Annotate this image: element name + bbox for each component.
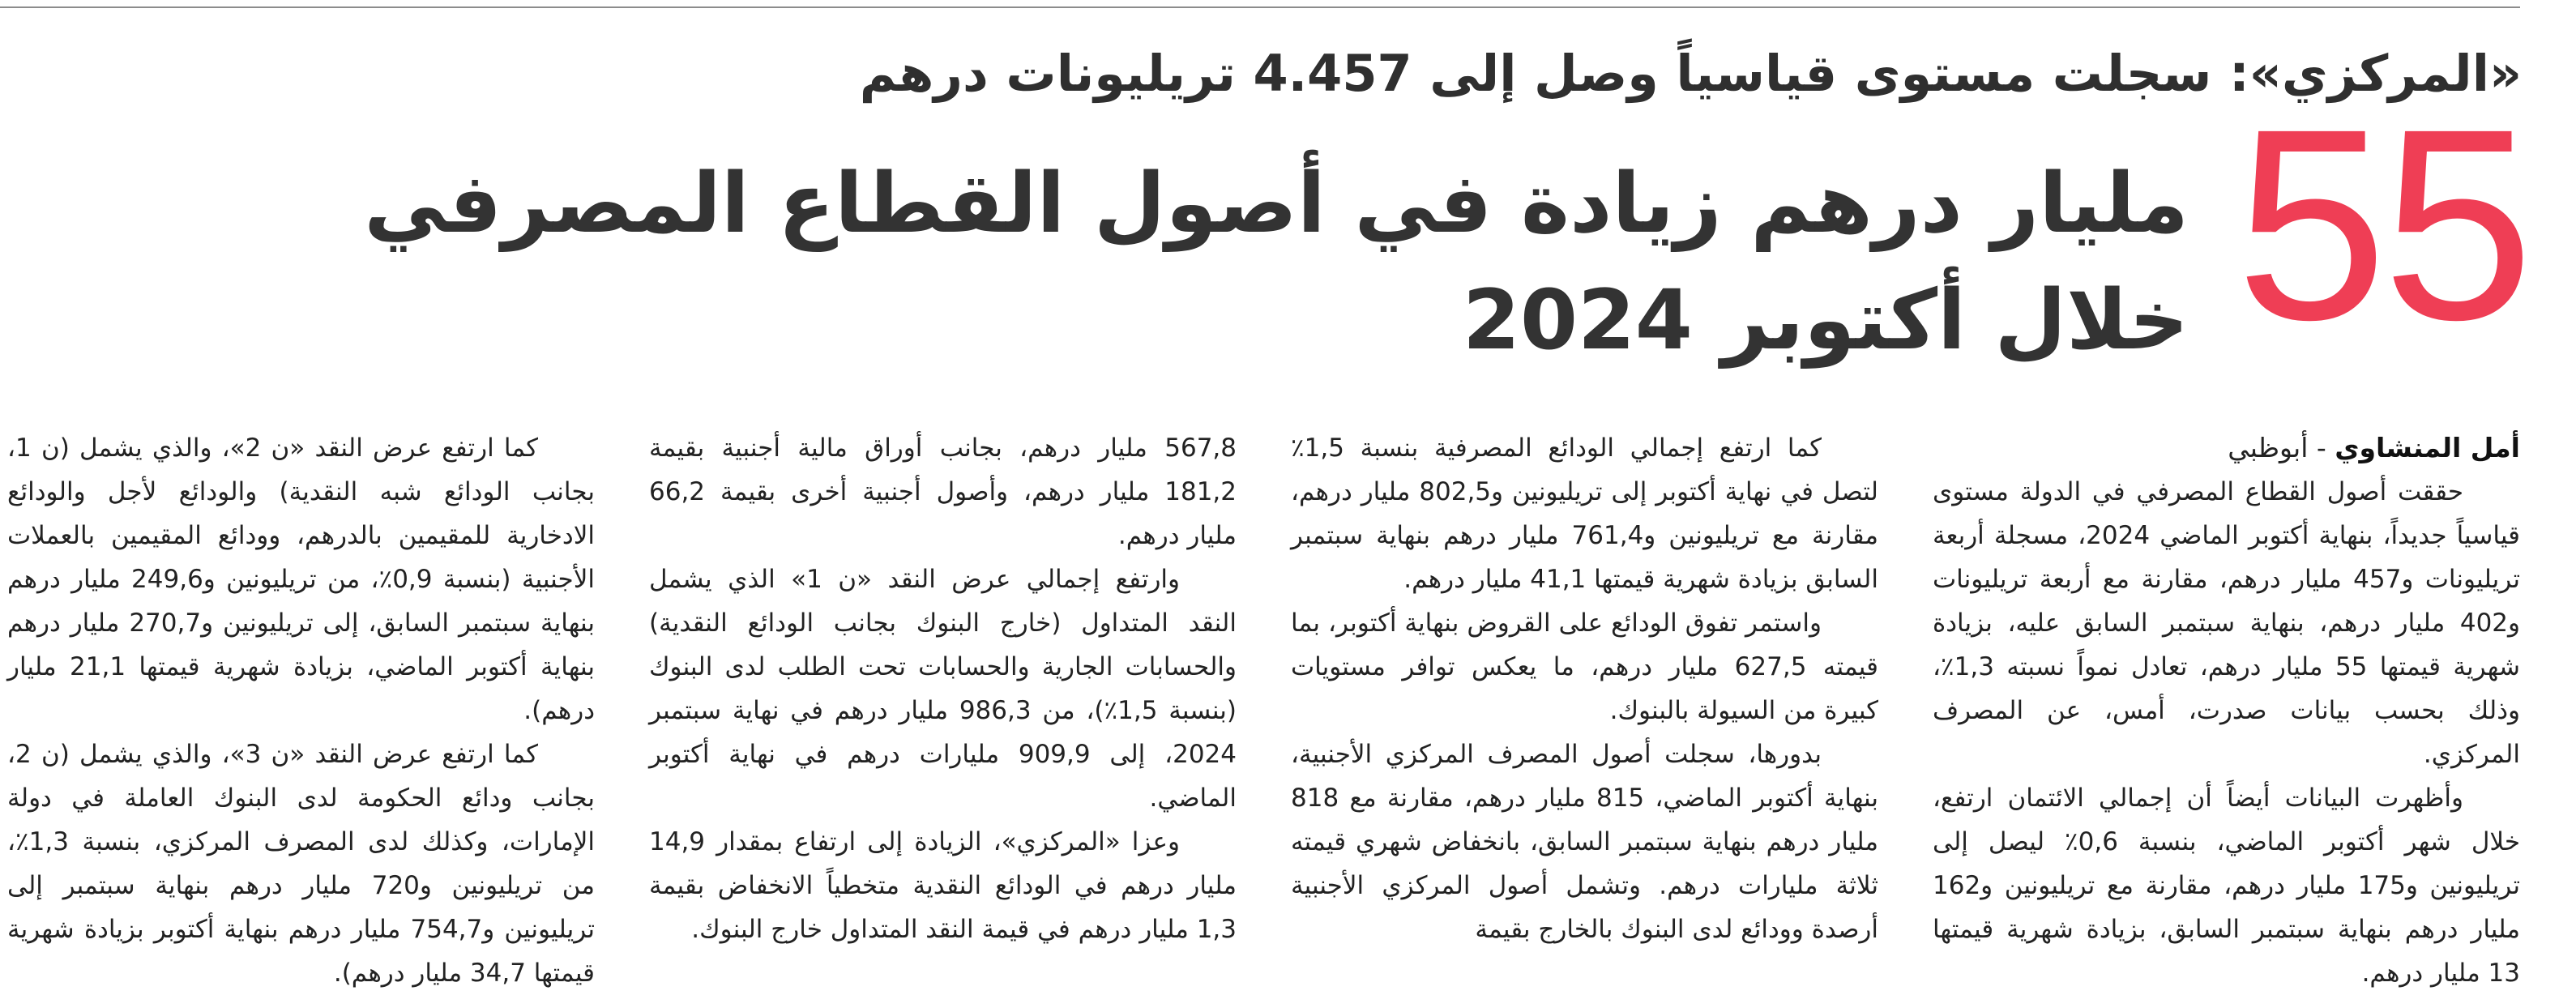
body-column-1 [1933, 426, 2520, 995]
headline-big-number: 55 [2236, 73, 2529, 377]
article-kicker: «المركزي»: سجلت مستوى قياسياً وصل إلى 4.457 تريليونات درهم [859, 44, 2522, 103]
top-rule [0, 6, 2520, 8]
paragraph: وأظهرت البيانات أيضاً أن إجمالي الائتمان ارتفع، خلال شهر أكتوبر الماضي، بنسبة 0,6٪ ليصل إلى تريليونين و175 مليار درهم، مقارنة مع تريليونين و162 مليار درهم بنهاية سبتمبر السابق، بزيادة شهرية قيمتها 13 مليار درهم. [1933, 784, 2520, 988]
paragraph: وعزا «المركزي»، الزيادة إلى ارتفاع بمقدار 14,9 مليار درهم في الودائع النقدية متخطياً الانخفاض بقيمة 1,3 مليار درهم في قيمة النقد المتداول خارج البنوك. [649, 827, 1237, 944]
paragraph: 567,8 مليار درهم، بجانب أوراق مالية أجنبية بقيمة 181,2 مليار درهم، وأصول أجنبية أخرى بقيمة 66,2 مليار درهم. [649, 433, 1237, 550]
byline-author: أمل المنشاوي [2335, 432, 2520, 463]
body-column-2 [1291, 426, 1878, 951]
paragraph: وارتفع إجمالي عرض النقد «ن 1» الذي يشمل النقد المتداول (خارج البنوك بجانب الودائع النقدية) والحسابات الجارية والحسابات تحت الطلب لدى البنوك (بنسبة 1,5٪)، من 986,3 مليار درهم في نهاية سبتمبر 2024، إلى 909,9 مليارات درهم في نهاية أكتوبر الماضي. [649, 565, 1237, 813]
headline-line-1: مليار درهم زيادة في أصول القطاع المصرفي [364, 156, 2189, 252]
byline-location: أبوظبي [2228, 432, 2309, 463]
paragraph: واستمر تفوق الودائع على القروض بنهاية أكتوبر، بما قيمته 627,5 مليار درهم، ما يعكس توافر مستويات كبيرة من السيولة بالبنوك. [1291, 609, 1878, 725]
paragraph: حققت أصول القطاع المصرفي في الدولة مستوى قياسياً جديداً، بنهاية أكتوبر الماضي 2024، مسجلة أربعة تريليونات و457 مليار درهم، مقارنة مع أربعة تريليونات و402 مليار درهم، بنهاية سبتمبر السابق عليه، بزيادة شهرية قيمتها 55 مليار درهم، تعادل نمواً نسبته 1,3٪، وذلك بحسب بيانات صدرت، أمس، عن المصرف المركزي. [1933, 477, 2521, 769]
paragraph: كما ارتفع عرض النقد «ن 3»، والذي يشمل (ن 2، بجانب ودائع الحكومة لدى البنوك العاملة في دولة الإمارات، وكذلك لدى المصرف المركزي، بنسبة 1,3٪، من تريليونين و720 مليار درهم بنهاية سبتمبر إلى تريليونين و754,7 مليار درهم بنهاية أكتوبر بزيادة شهرية قيمتها 34,7 مليار درهم). [7, 740, 595, 988]
body-column-4 [7, 426, 595, 995]
body-column-3 [649, 426, 1237, 951]
article-body [7, 426, 2521, 988]
article-headline [325, 146, 2189, 379]
paragraph: بدورها، سجلت أصول المصرف المركزي الأجنبية، بنهاية أكتوبر الماضي، 815 مليار درهم، مقارنة مع 818 مليار درهم بنهاية سبتمبر السابق، بانخفاض شهري قيمته ثلاثة مليارات درهم. وتشمل أصول المركزي الأجنبية أرصدة وودائع لدى البنوك بالخارج بقيمة [1291, 740, 1878, 944]
byline [1933, 426, 2520, 470]
paragraph: كما ارتفع إجمالي الودائع المصرفية بنسبة 1,5٪ لتصل في نهاية أكتوبر إلى تريليونين و802,5 مليار درهم، مقارنة مع تريليونين و761,4 مليار درهم بنهاية سبتمبر السابق بزيادة شهرية قيمتها 41,1 مليار درهم. [1291, 433, 1878, 594]
paragraph: كما ارتفع عرض النقد «ن 2»، والذي يشمل (ن 1، بجانب الودائع شبه النقدية) والودائع لأجل والودائع الادخارية للمقيمين بالدرهم، وودائع المقيمين بالعملات الأجنبية (بنسبة 0,9٪، من تريليونين و249,6 مليار درهم بنهاية سبتمبر السابق، إلى تريليونين و270,7 مليار درهم بنهاية أكتوبر الماضي، بزيادة شهرية قيمتها 21,1 مليار درهم). [7, 433, 595, 725]
headline-line-2: خلال أكتوبر 2024 [1463, 272, 2189, 369]
byline-separator: - [2308, 432, 2335, 463]
